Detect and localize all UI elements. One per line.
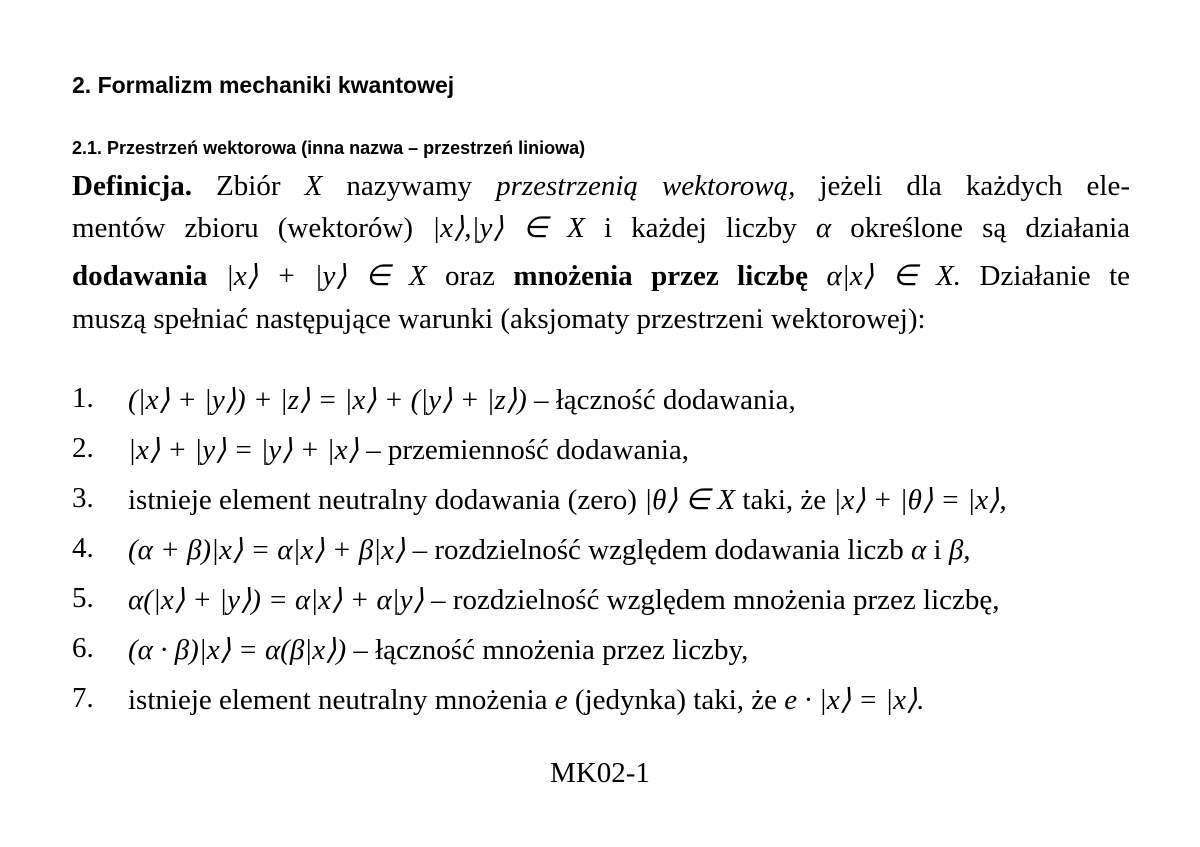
definition-line-2 xyxy=(72,210,1130,245)
math-expression: α(|x⟩ + |y⟩) = α|x⟩ + α|y⟩ xyxy=(128,584,424,616)
definition-line-1 xyxy=(72,170,1130,203)
text: mentów zbioru (wektorów) xyxy=(72,212,414,244)
math-expression: |θ⟩ ∈ X xyxy=(644,484,736,516)
math-expression: |x⟩ + |y⟩ ∈ X xyxy=(225,260,427,292)
text: Działanie te xyxy=(979,260,1131,292)
axiom-content xyxy=(128,682,925,717)
math-expression: |x⟩,|y⟩ ∈ X xyxy=(432,212,585,244)
text: i każdej liczby xyxy=(603,212,797,244)
axiom-description: taki, że xyxy=(735,484,834,516)
list-number: 2. xyxy=(72,432,94,464)
math-expression: (α · β)|x⟩ = α(β|x⟩) xyxy=(128,634,347,666)
math-expression: |x⟩ + |y⟩ = |y⟩ + |x⟩ xyxy=(128,434,359,466)
math-expression: e · |x⟩ = |x⟩. xyxy=(784,684,925,716)
text: jeżeli dla każdych ele- xyxy=(819,170,1131,202)
list-number: 1. xyxy=(72,382,94,414)
axiom-content xyxy=(128,532,971,567)
definition-line-3 xyxy=(72,258,1130,293)
math-symbol: α xyxy=(815,212,832,244)
list-number: 4. xyxy=(72,532,94,564)
list-number: 3. xyxy=(72,482,94,514)
axiom-description: (jedynka) taki, że xyxy=(567,684,785,716)
axiom-description: istnieje element neutralny mnożenia xyxy=(128,684,555,716)
axiom-content xyxy=(128,432,689,467)
definition-label: Definicja. xyxy=(72,170,192,202)
list-number: 6. xyxy=(72,632,94,664)
bold-term: dodawania xyxy=(72,260,208,292)
text: określone są działania xyxy=(850,212,1131,244)
math-expression: |x⟩ + |θ⟩ = |x⟩, xyxy=(833,484,1007,516)
math-symbol: α xyxy=(911,534,927,566)
axiom-description: – przemienność dodawania, xyxy=(358,434,690,466)
list-number: 5. xyxy=(72,582,94,614)
axiom-description: – łączność dodawania, xyxy=(526,384,796,416)
definition-line-4: muszą spełniać następujące warunki (aksjomaty przestrzeni wektorowej): xyxy=(72,303,926,335)
page-footer: MK02-1 xyxy=(550,757,650,789)
axiom-description: istnieje element neutralny dodawania (zero) xyxy=(128,484,645,516)
axiom-description: – rozdzielność względem mnożenia przez liczbę, xyxy=(423,584,1000,616)
axiom-description: – łączność mnożenia przez liczby, xyxy=(346,634,749,666)
bold-term: mnożenia przez liczbę xyxy=(513,260,809,292)
math-expression: (α + β)|x⟩ = α|x⟩ + β|x⟩ xyxy=(128,534,406,566)
axiom-content xyxy=(128,382,796,417)
emphasized-term: przestrzenią wektorową, xyxy=(496,170,796,202)
text: oraz xyxy=(445,260,495,292)
text: nazywamy xyxy=(346,170,473,202)
subsection-heading: 2.1. Przestrzeń wektorowa (inna nazwa – przestrzeń liniowa) xyxy=(72,138,586,158)
axiom-content xyxy=(128,482,1007,517)
math-expression: (|x⟩ + |y⟩) + |z⟩ = |x⟩ + (|y⟩ + |z⟩) xyxy=(128,384,527,416)
math-symbol: X xyxy=(304,170,323,202)
section-heading: 2. Formalizm mechaniki kwantowej xyxy=(72,72,455,98)
math-symbol: e xyxy=(554,684,568,716)
axiom-description: i xyxy=(926,534,949,566)
math-symbol: β, xyxy=(948,534,971,566)
list-number: 7. xyxy=(72,682,94,714)
axiom-description: – rozdzielność względem dodawania liczb xyxy=(405,534,912,566)
axiom-content xyxy=(128,582,1000,617)
text: Zbiór xyxy=(216,170,281,202)
math-expression: α|x⟩ ∈ X. xyxy=(826,260,962,292)
axiom-content xyxy=(128,632,748,667)
